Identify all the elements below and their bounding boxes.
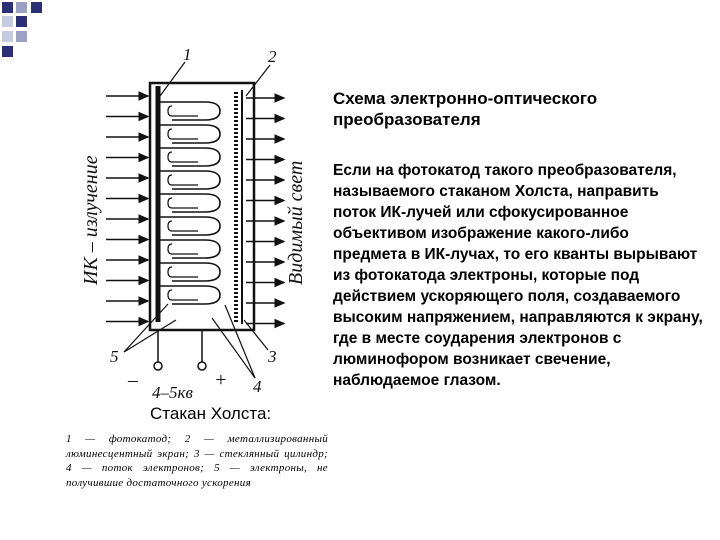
visible-light-label: Видимый свет: [285, 160, 307, 285]
electron-loop: [160, 148, 220, 166]
electron-inner-loop: [168, 244, 198, 254]
electron-inner-loop: [168, 175, 198, 185]
electron-loop: [160, 102, 220, 120]
visible-light-arrows: [246, 98, 284, 324]
callout-5: 5: [110, 347, 119, 366]
electron-inner-loop: [168, 106, 198, 116]
terminal-right: [198, 362, 206, 370]
callout-1: 1: [183, 45, 192, 64]
callout-line-3: [244, 320, 268, 350]
electron-loop: [160, 263, 220, 281]
callout-line-5a: [124, 304, 168, 352]
callout-line-2: [246, 65, 270, 96]
electron-loop: [160, 286, 220, 304]
ir-radiation-label: ИК – излучение: [80, 155, 102, 285]
holst-cup-diagram: [0, 0, 330, 410]
electron-loop: [160, 171, 220, 189]
slide-title: Схема электронно-оптического преобразователя: [333, 89, 598, 129]
callout-2: 2: [268, 47, 277, 66]
electron-loop: [160, 240, 220, 258]
terminal-left: [154, 362, 162, 370]
caption-title: Стакан Холста:: [150, 404, 272, 423]
electron-inner-loop: [168, 198, 198, 208]
figure-legend: 1 — фотокатод; 2 — металлизированный люминесцентный экран; 3 — стеклянный цилиндр; 4 — поток электронов; 5 — электроны, не получившие достаточного ускорения: [66, 433, 328, 489]
ir-arrows: [106, 96, 148, 322]
voltage-label: 4–5кв: [152, 383, 193, 402]
electron-inner-loop: [168, 221, 198, 231]
electron-loop: [160, 125, 220, 143]
electron-loop: [160, 217, 220, 235]
electron-flow-loops: [160, 102, 220, 304]
minus-sign: –: [128, 369, 138, 391]
electron-inner-loop: [168, 152, 198, 162]
callout-4: 4: [253, 377, 262, 396]
electron-inner-loop: [168, 267, 198, 277]
electron-inner-loop: [168, 129, 198, 139]
plus-sign: +: [214, 369, 228, 391]
callout-line-1: [160, 62, 185, 96]
slide-body: Если на фотокатод такого преобразователя, называемого стаканом Холста, направить поток ИК-лучей или сфокусированное объективом изображение какого-либо предмета в ИК-лучах, то его кванты вырывают из фотокатода электроны, которые под действием ускоряющего поля, создаваемого высоким напряжением, направляются к экрану, где в месте соударения электронов с люминофором возникает свечение, наблюдаемое глазом.: [333, 162, 703, 389]
callout-3: 3: [268, 347, 277, 366]
electron-inner-loop: [168, 290, 198, 300]
electron-loop: [160, 194, 220, 212]
